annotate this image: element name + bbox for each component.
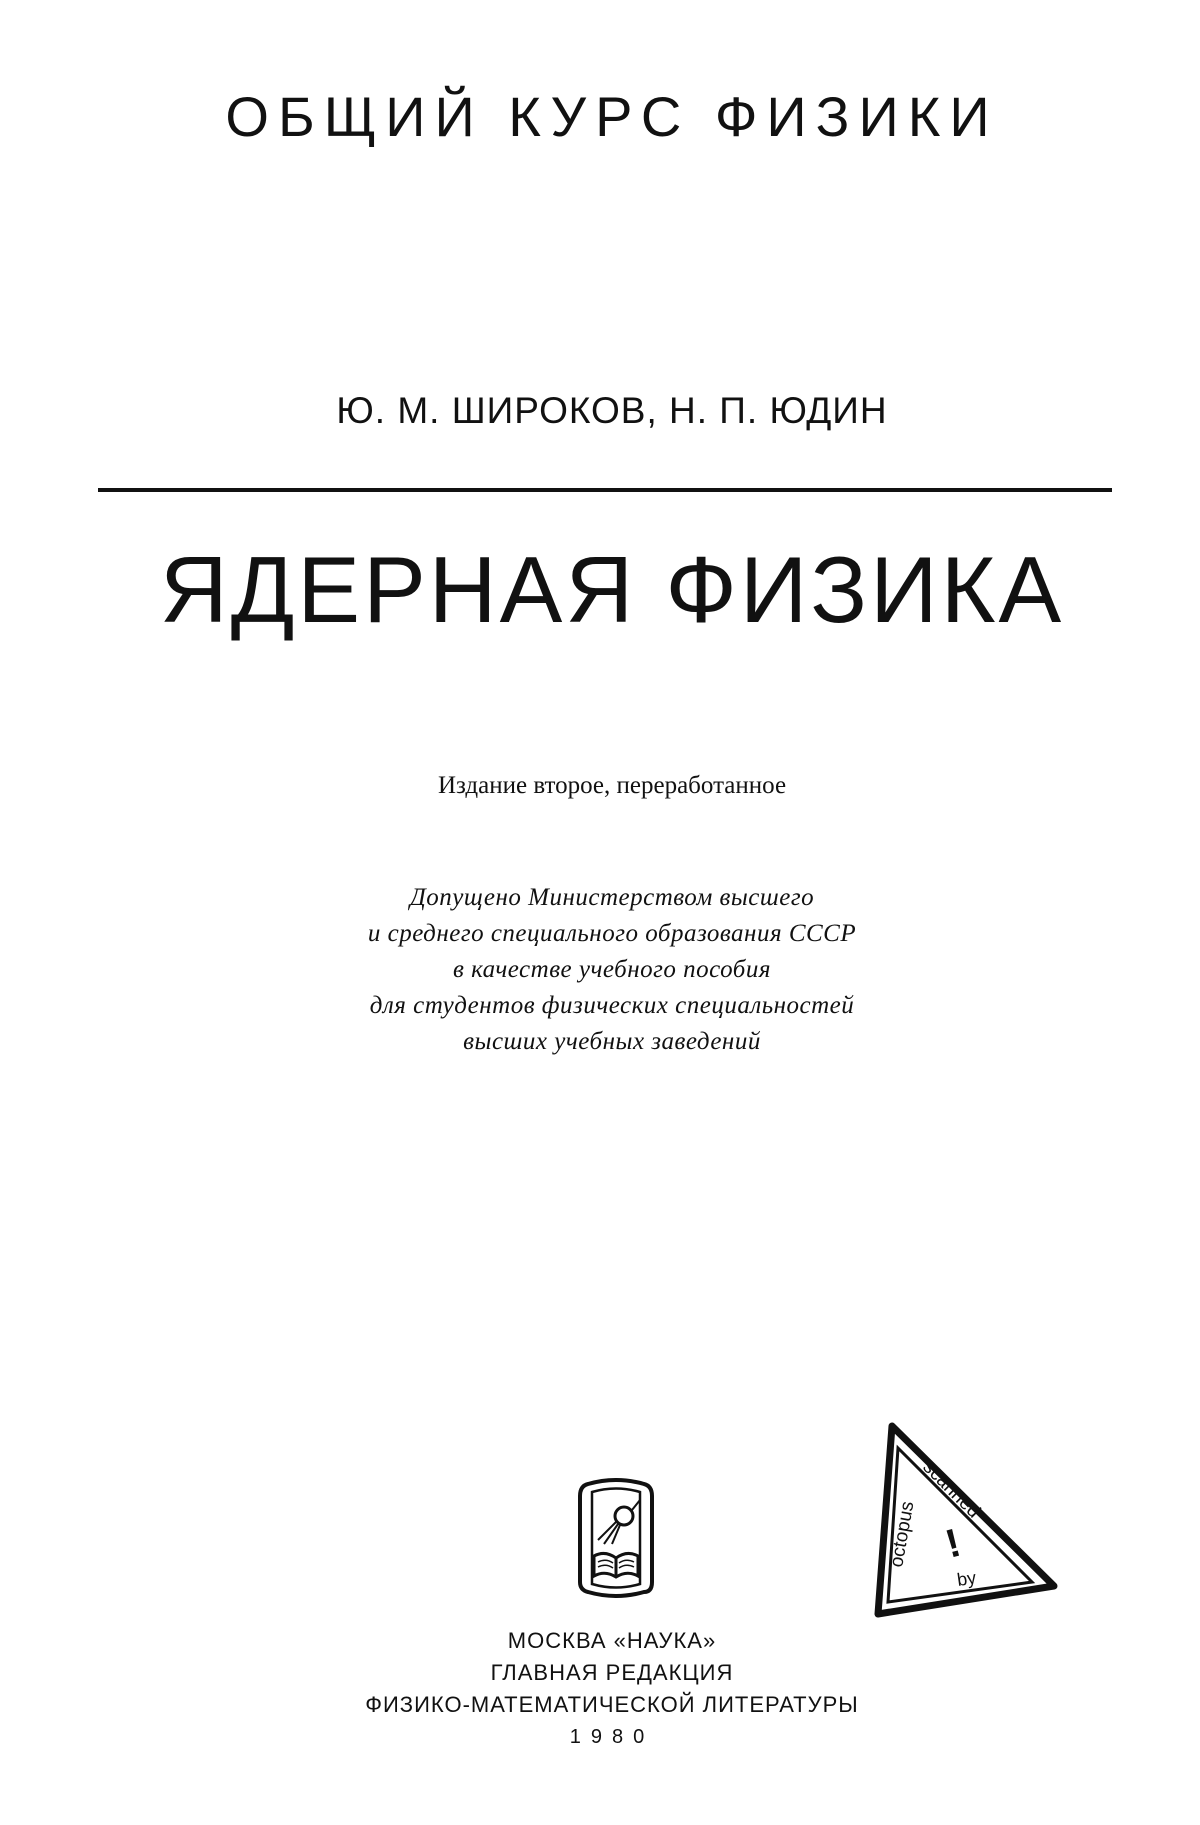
imprint-division: ГЛАВНАЯ РЕДАКЦИЯ [490, 1660, 734, 1685]
approval-line: Допущено Министерством высшего [409, 884, 815, 911]
series-title: ОБЩИЙ КУРС ФИЗИКИ [225, 85, 999, 148]
approval-note [12, 880, 1200, 1060]
imprint [12, 1625, 1200, 1753]
stamp-text-scanned: scanned [918, 1456, 985, 1523]
approval-line: в качестве учебного пособия [453, 956, 771, 983]
authors: Ю. М. ШИРОКОВ, Н. П. ЮДИН [336, 390, 888, 431]
approval-line: для студентов физических специальностей [369, 992, 855, 1019]
divider-rule [98, 488, 1112, 492]
imprint-publisher: МОСКВА «НАУКА» [507, 1628, 717, 1653]
publisher-emblem-icon [574, 1478, 658, 1598]
svg-text:!: ! [940, 1520, 966, 1567]
approval-line: высших учебных заведений [463, 1028, 761, 1055]
scan-stamp-icon [852, 1418, 1058, 1618]
approval-line: и среднего специального образования СССР [367, 920, 857, 947]
edition-note: Издание второе, переработанное [437, 772, 787, 799]
stamp-text-octopus: octopus [886, 1499, 919, 1569]
imprint-year: 1980 [569, 1726, 655, 1748]
stamp-text-by: by [955, 1567, 978, 1590]
imprint-division-name: ФИЗИКО-МАТЕМАТИЧЕСКОЙ ЛИТЕРАТУРЫ [365, 1692, 859, 1717]
book-title: ЯДЕРНАЯ ФИЗИКА [159, 537, 1065, 642]
